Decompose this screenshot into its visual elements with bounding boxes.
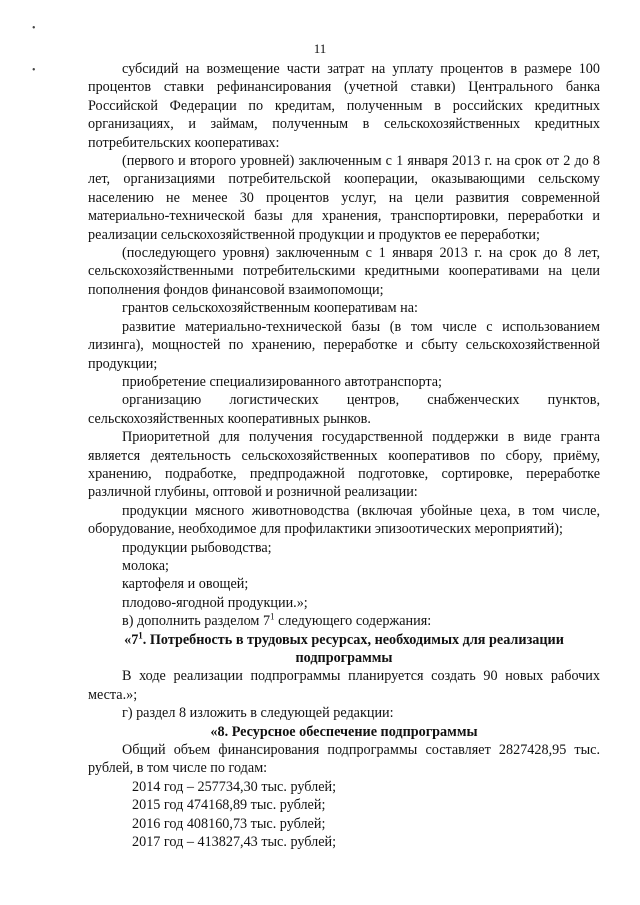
paragraph-grants: грантов сельскохозяйственным кооперативам на: [122, 300, 418, 317]
paragraph-section-8-edit: г) раздел 8 изложить в следующей редакции: [122, 705, 394, 722]
list-item-fruit: плодово-ягодной продукции.»; [122, 594, 308, 611]
paragraph-priority: Приоритетной для получения государственной поддержки в виде гранта является деятельность сельскохозяйственных кооперативов по сбору, приёму, хранению, подработке, предпродажной подготовке, сортировке, переработке различной глубины, оптовой и розничной реализации: [88, 429, 600, 501]
paragraph-total-financing: Общий объем финансирования подпрограммы составляет 2827428,95 тыс. рублей, в том числе по годам: [88, 742, 600, 777]
financing-year-row: 2014 год – 257734,30 тыс. рублей; [132, 778, 337, 795]
financing-by-year-list [88, 778, 600, 852]
paragraph-subsequent-level: (последующего уровня) заключенным с 1 января 2013 г. на срок до 8 лет, сельскохозяйственными потребительскими кредитными кооперативами на цели пополнения фондов финансовой взаимопомощи; [88, 245, 600, 298]
financing-year-row: 2015 год 474168,89 тыс. рублей; [132, 797, 326, 814]
section-heading-7-1 [88, 631, 600, 668]
section-superscript: 1 [270, 611, 275, 622]
paragraph-jobs: В ходе реализации подпрограммы планируется создать 90 новых рабочих места.»; [88, 668, 600, 703]
add-section-text-end: следующего содержания: [274, 613, 432, 630]
heading-title: . Потребность в трудовых ресурсах, необходимых для реализации подпрограммы [142, 631, 564, 666]
list-item-fish: продукции рыбоводства; [122, 539, 272, 556]
add-section-text: в) дополнить разделом 7 [122, 613, 271, 630]
margin-mark: • [32, 65, 36, 76]
heading-number: «7 [124, 631, 139, 648]
list-item-milk: молока; [122, 557, 169, 574]
paragraph-meat: продукции мясного животноводства (включая убойные цеха, в том числе, оборудование, необходимое для профилактики эпизоотических мероприятий); [88, 502, 600, 538]
document-body [88, 60, 600, 851]
financing-year-row: 2016 год 408160,73 тыс. рублей; [132, 815, 326, 832]
paragraph-subsidies: субсидий на возмещение части затрат на уплату процентов в размере 100 процентов ставки рефинансирования (учетной ставки) Центрального банка Российской Федерации по кредитам, полученным в российских кредитных организациях, и займам, полученным в сельскохозяйственных кредитных потребительских кооперативах: [88, 61, 600, 151]
paragraph-first-second-level: (первого и второго уровней) заключенным с 1 января 2013 г. на срок от 2 до 8 лет, организациями потребительской кооперации, оказывающими сельскому населению не менее 30 процентов услуг, на цели развития современной материально-технической базы для хранения, транспортировки, переработки и реализации сельскохозяйственной продукции и продуктов ее переработки; [88, 153, 600, 243]
section-heading-8: «8. Ресурсное обеспечение подпрограммы [210, 723, 478, 740]
paragraph-add-section [88, 612, 600, 630]
financing-year-row: 2017 год – 413827,43 тыс. рублей; [132, 834, 337, 851]
page-number: 11 [313, 41, 327, 56]
paragraph-mtb-development: развитие материально-технической базы (в том числе с использованием лизинга), мощностей по хранению, переработке и сбыту сельскохозяйственной продукции; [88, 318, 600, 372]
margin-mark: • [32, 23, 36, 34]
list-item-vegetables: картофеля и овощей; [122, 576, 249, 593]
heading-superscript: 1 [138, 629, 143, 640]
paragraph-vehicles: приобретение специализированного автотранспорта; [122, 373, 442, 390]
paragraph-logistics: организацию логистических центров, снабженческих пунктов, сельскохозяйственных кооперативных рынков. [88, 392, 600, 427]
